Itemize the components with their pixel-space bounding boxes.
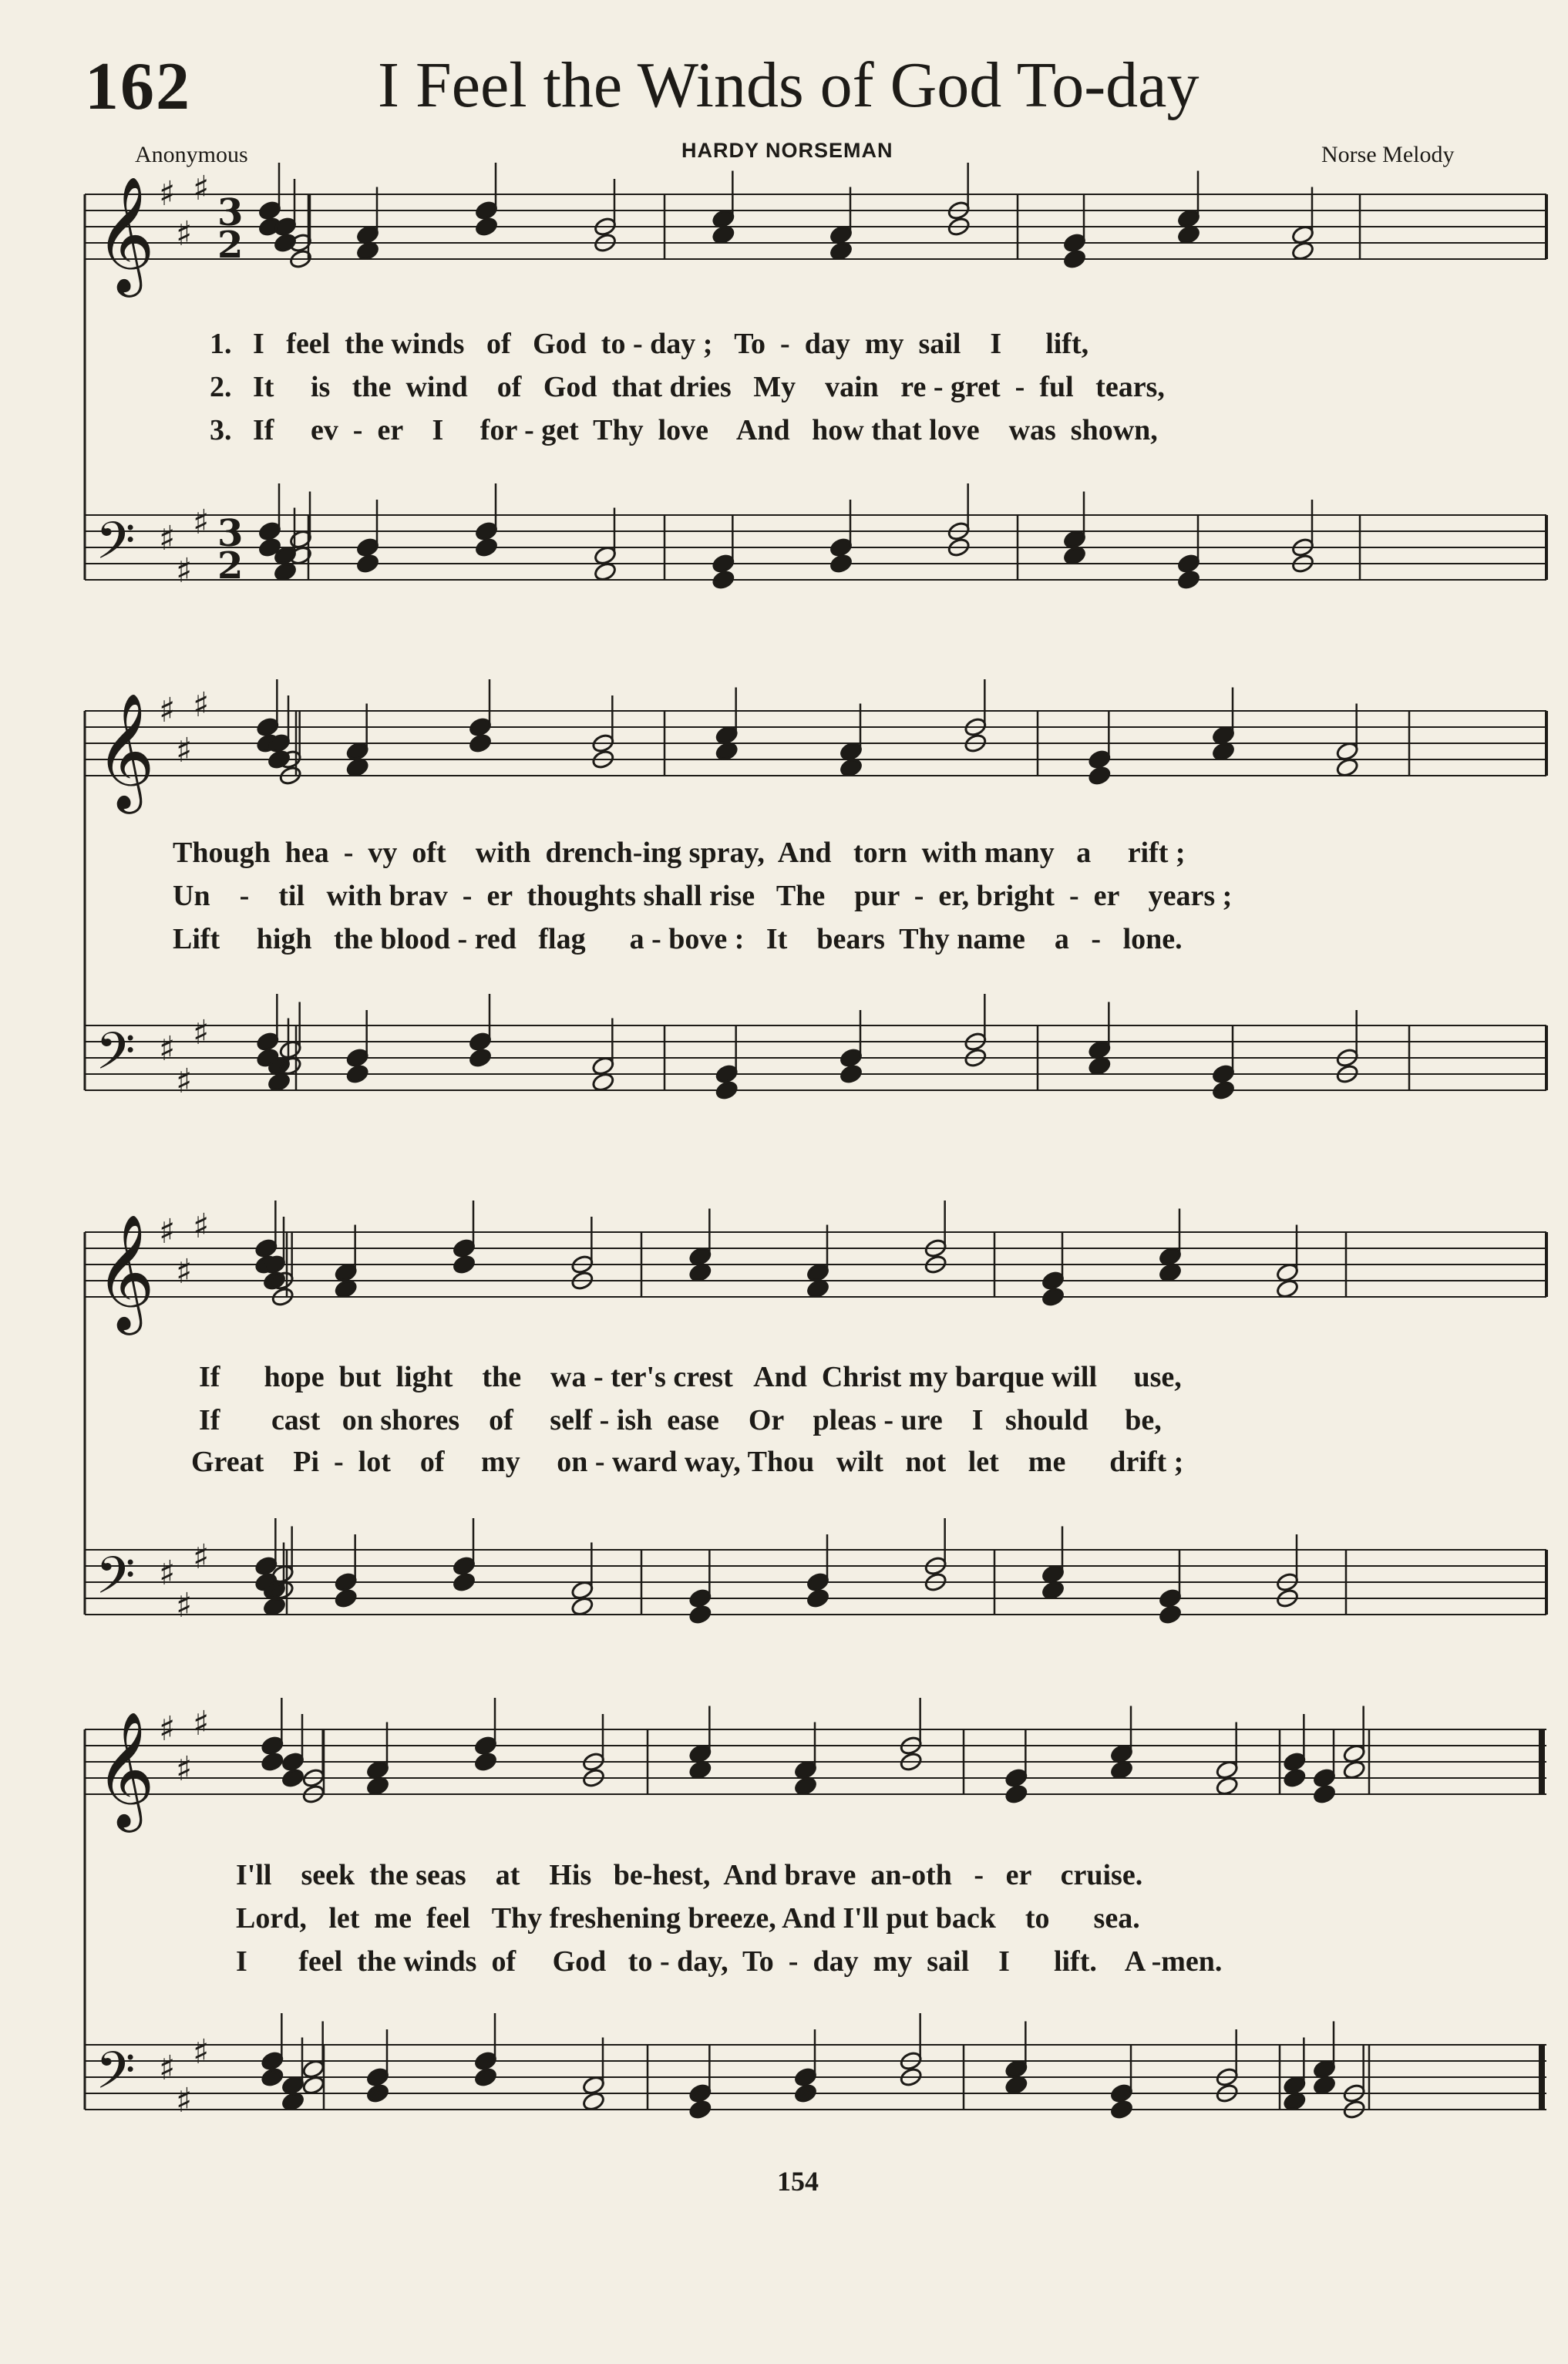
- note-head: [334, 1588, 358, 1608]
- sharp-icon: ♯: [193, 2032, 210, 2072]
- treble-clef-icon: 𝄞: [96, 1710, 155, 1827]
- lyric-line: If hope but light the wa - ter's crest And Christ my barque will use,: [199, 1361, 1182, 1393]
- sharp-icon: ♯: [159, 2049, 176, 2088]
- note-head: [468, 1047, 492, 1068]
- sharp-icon: ♯: [159, 691, 176, 730]
- note-head: [1088, 765, 1112, 786]
- time-signature-bottom: 2: [217, 224, 244, 267]
- lyric-line: Lord, let me feel Thy freshening breeze, And I'll put back to sea.: [236, 1902, 1140, 1935]
- lyric-line: I feel the winds of God to - day ; To - day my sail I lift,: [253, 328, 1089, 360]
- sharp-icon: ♯: [193, 169, 210, 208]
- sharp-icon: ♯: [159, 1709, 176, 1749]
- page-number: 154: [777, 2166, 819, 2197]
- note-head: [473, 1751, 497, 1772]
- sharp-icon: ♯: [159, 1212, 176, 1251]
- note-head: [1109, 2099, 1133, 2120]
- lyric-line: Great Pi - lot of my on - ward way, Thou wilt not let me drift ;: [191, 1446, 1184, 1478]
- lyric-line: Though hea - vy oft with drench-ing spray, And torn with many a rift ;: [173, 837, 1186, 869]
- note-head: [1176, 569, 1200, 590]
- sharp-icon: ♯: [176, 731, 193, 770]
- note-head: [688, 1604, 712, 1625]
- note-head: [712, 569, 735, 590]
- lyric-line: Un - til with brav - er thoughts shall rise The pur - er, bright - er years ;: [173, 880, 1233, 912]
- note-head: [1041, 1286, 1065, 1307]
- note-head: [1211, 1079, 1235, 1100]
- bass-clef-icon: 𝄢: [96, 511, 136, 583]
- sharp-icon: ♯: [193, 503, 210, 542]
- treble-clef-icon: 𝄞: [96, 1213, 155, 1330]
- note-head: [688, 2099, 712, 2120]
- bass-clef-icon: 𝄢: [96, 2041, 136, 2113]
- note-head: [281, 1767, 305, 1788]
- time-signature-top: 3: [217, 191, 244, 234]
- note-head: [1312, 1783, 1336, 1804]
- sharp-icon: ♯: [176, 551, 193, 591]
- note-head: [474, 537, 498, 557]
- note-head: [474, 216, 498, 237]
- note-head: [473, 2066, 497, 2087]
- note-head: [1004, 1783, 1028, 1804]
- note-head: [1062, 248, 1086, 269]
- sharp-icon: ♯: [176, 1586, 193, 1625]
- sharp-icon: ♯: [176, 1062, 193, 1101]
- time-signature-bottom: 2: [217, 544, 244, 588]
- note-head: [839, 1063, 863, 1084]
- time-signature-top: 3: [217, 512, 244, 555]
- note-head: [1283, 1767, 1307, 1788]
- note-head: [261, 1751, 284, 1772]
- sharp-icon: ♯: [193, 1704, 210, 1743]
- bass-clef-icon: 𝄢: [96, 1546, 136, 1618]
- bass-clef-icon: 𝄢: [96, 1022, 136, 1093]
- verse-number-3: 3.: [210, 414, 232, 446]
- sharp-icon: ♯: [176, 1252, 193, 1291]
- note-head: [468, 732, 492, 753]
- note-head: [1158, 1604, 1182, 1625]
- note-head: [806, 1588, 829, 1608]
- sharp-icon: ♯: [159, 1554, 176, 1593]
- sharp-icon: ♯: [193, 1537, 210, 1577]
- sharp-icon: ♯: [193, 1207, 210, 1246]
- verse-number-2: 2.: [210, 371, 232, 403]
- note-head: [261, 2066, 284, 2087]
- note-head: [452, 1254, 476, 1275]
- lyric-line: If ev - er I for - get Thy love And how that love was shown,: [253, 414, 1158, 446]
- sharp-icon: ♯: [193, 685, 210, 725]
- note-head: [365, 2083, 389, 2103]
- lyric-line: If cast on shores of self - ish ease Or pleas - ure I should be,: [199, 1404, 1162, 1436]
- lyric-line: It is the wind of God that dries My vain re - gret - ful tears,: [253, 371, 1165, 403]
- note-head: [793, 2083, 817, 2103]
- composer-credit: Norse Melody: [1321, 142, 1455, 167]
- note-head: [355, 553, 379, 574]
- sharp-icon: ♯: [176, 1749, 193, 1789]
- lyric-line: Lift high the blood - red flag a - bove : It bears Thy name a - lone.: [173, 923, 1183, 955]
- treble-clef-icon: 𝄞: [96, 175, 155, 292]
- verse-number-1: 1.: [210, 328, 232, 360]
- treble-clef-icon: 𝄞: [96, 692, 155, 809]
- sharp-icon: ♯: [159, 1029, 176, 1069]
- sharp-icon: ♯: [159, 519, 176, 558]
- sharp-icon: ♯: [176, 214, 193, 254]
- note-head: [452, 1571, 476, 1592]
- note-head: [829, 553, 853, 574]
- lyric-line: I'll seek the seas at His be-hest, And brave an-oth - er cruise.: [236, 1859, 1143, 1891]
- lyric-line: I feel the winds of God to - day, To - day my sail I lift. A -men.: [236, 1945, 1223, 1978]
- tune-name: HARDY NORSEMAN: [681, 139, 893, 162]
- author-credit: Anonymous: [135, 142, 248, 167]
- note-head: [715, 1079, 739, 1100]
- sharp-icon: ♯: [193, 1013, 210, 1052]
- note-head: [345, 1063, 369, 1084]
- sharp-icon: ♯: [159, 174, 176, 214]
- sharp-icon: ♯: [176, 2081, 193, 2120]
- hymn-title: I Feel the Winds of God To-day: [378, 49, 1200, 121]
- hymn-number: 162: [85, 49, 191, 124]
